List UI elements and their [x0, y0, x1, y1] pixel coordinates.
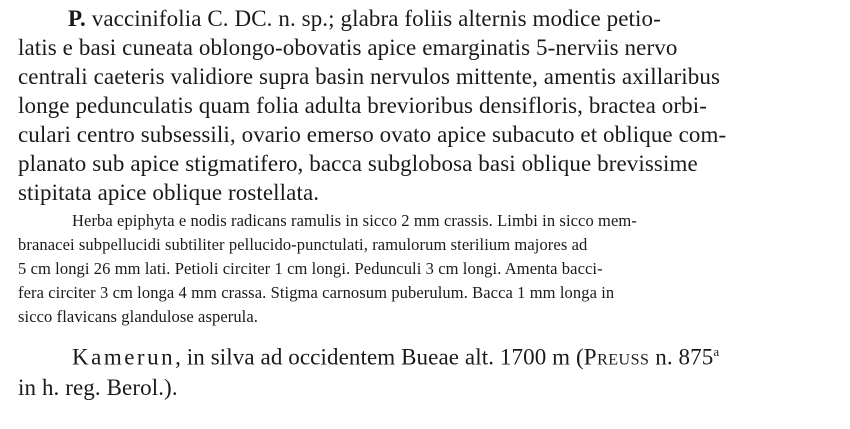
diagnosis-line-4: longe pedunculatis quam folia adulta brevioribus densifloris, bractea orbi- [18, 93, 707, 118]
locality-text: , in silva ad occidentem Bueae alt. 1700 m ( [175, 344, 584, 370]
diagnosis-line-1 [68, 7, 661, 30]
diagnosis-line-1-text: vaccinifolia C. DC. n. sp.; glabra foliis alternis modice petio- [91, 6, 661, 31]
description-line-3: 5 cm longi 26 mm lati. Petioli circiter 1 cm longi. Pedunculi 3 cm longi. Amenta bacci- [18, 259, 603, 278]
locality-line-2: in h. reg. Berol.). [18, 375, 178, 400]
taxon-abbrev: P. [68, 6, 86, 31]
diagnosis-line-7: stipitata apice oblique rostellata. [18, 180, 320, 205]
collector-name: Preuss [583, 344, 650, 370]
locality-line-1 [72, 345, 719, 369]
description-line-4: fera circiter 3 cm longa 4 mm crassa. Stigma carnosum puberulum. Bacca 1 mm longa in [18, 283, 615, 302]
diagnosis-line-2: latis e basi cuneata oblongo-obovatis apice emarginatis 5-nerviis nervo [18, 35, 678, 60]
collection-number: n. 875 [649, 344, 714, 370]
description-line-2: branacei subpellucidi subtiliter pellucido-punctulati, ramulorum sterilium majores ad [18, 235, 588, 254]
description-line-1: Herba epiphyta e nodis radicans ramulis in sicco 2 mm crassis. Limbi in sicco mem- [72, 211, 637, 230]
locality-place: Kamerun [72, 344, 176, 370]
diagnosis-line-3: centrali caeteris validiore supra basin nervulos mittente, amentis axillaribus [18, 64, 721, 89]
diagnosis-line-6: planato sub apice stigmatifero, bacca subglobosa basi oblique brevissime [18, 151, 698, 176]
description-line-5: sicco flavicans glandulose asperula. [18, 307, 259, 326]
diagnosis-line-5: culari centro subsessili, ovario emerso ovato apice subacuto et oblique com- [18, 122, 727, 147]
collection-superscript: a [713, 344, 720, 359]
